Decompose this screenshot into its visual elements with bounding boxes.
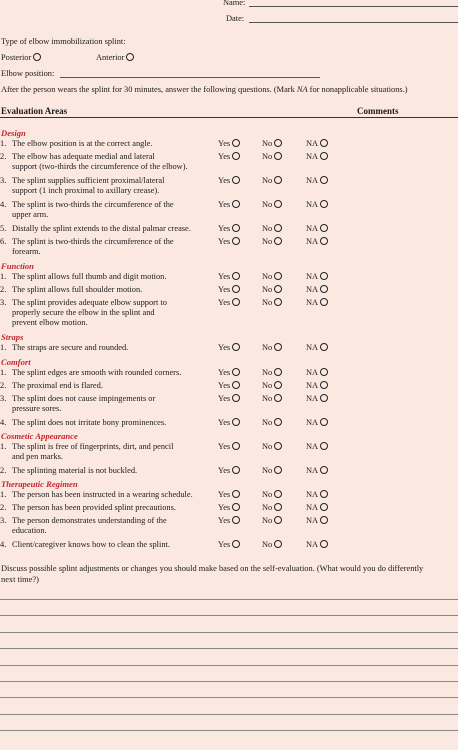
na-option[interactable] — [306, 516, 328, 526]
yes-label: Yes — [218, 176, 231, 185]
section-title: Therapeutic Regimen — [1, 479, 78, 489]
item-text-line: Distally the splint extends to the distal palmar crease. — [12, 223, 191, 233]
na-label: NA — [306, 503, 319, 513]
item-text — [12, 516, 212, 536]
na-label: NA — [306, 490, 319, 499]
item-number: 1. — [0, 271, 7, 281]
yes-label: Yes — [218, 540, 231, 550]
yes-radio-icon[interactable] — [232, 381, 240, 389]
anterior-radio-icon[interactable] — [126, 53, 134, 61]
item-text-line: The proximal end is flared. — [12, 380, 103, 390]
na-label: NA — [306, 442, 319, 451]
yes-option[interactable] — [218, 152, 240, 162]
yes-radio-icon[interactable] — [232, 237, 240, 245]
item-number: 3. — [0, 298, 7, 307]
no-radio-icon[interactable] — [274, 298, 282, 306]
no-radio-icon[interactable] — [274, 466, 282, 474]
na-radio-icon[interactable] — [320, 343, 328, 351]
na-radio-icon[interactable] — [320, 152, 328, 160]
na-label: NA — [306, 298, 319, 307]
yes-radio-icon[interactable] — [232, 176, 240, 184]
na-radio-icon[interactable] — [320, 298, 328, 306]
no-label: No — [262, 284, 273, 294]
yes-option[interactable] — [218, 272, 240, 282]
item-text-line: The person demonstrates understanding of the — [12, 516, 167, 526]
item-number: 1. — [0, 139, 7, 148]
no-radio-icon[interactable] — [274, 224, 282, 232]
elbow-position-label: Elbow position: — [1, 69, 55, 78]
item-number: 2. — [0, 503, 7, 513]
na-option[interactable] — [306, 200, 328, 210]
item-text — [12, 343, 212, 353]
yes-option[interactable] — [218, 381, 240, 391]
item-text — [12, 503, 212, 513]
yes-option[interactable] — [218, 237, 240, 247]
no-label: No — [262, 152, 273, 162]
no-label: No — [262, 442, 273, 451]
item-text-line: support (1 inch proximal to axillary crease). — [12, 186, 160, 196]
na-label: NA — [306, 417, 319, 427]
yes-radio-icon[interactable] — [232, 516, 240, 524]
na-option[interactable] — [306, 540, 328, 550]
name-field[interactable] — [249, 6, 458, 7]
no-radio-icon[interactable] — [274, 139, 282, 147]
item-number: 3. — [0, 176, 7, 185]
yes-radio-icon[interactable] — [232, 298, 240, 306]
no-radio-icon[interactable] — [274, 516, 282, 524]
yes-radio-icon[interactable] — [232, 368, 240, 376]
no-radio-icon[interactable] — [274, 285, 282, 293]
na-radio-icon[interactable] — [320, 503, 328, 511]
no-label: No — [262, 176, 273, 185]
yes-label: Yes — [218, 284, 231, 294]
yes-option[interactable] — [218, 503, 240, 513]
no-option[interactable] — [262, 381, 282, 391]
na-option[interactable] — [306, 272, 328, 282]
na-radio-icon[interactable] — [320, 540, 328, 548]
no-option[interactable] — [262, 272, 282, 282]
item-text-line: The splint edges are smooth with rounded corners. — [12, 367, 182, 377]
no-radio-icon[interactable] — [274, 176, 282, 184]
na-option[interactable] — [306, 503, 328, 513]
no-label: No — [262, 367, 273, 377]
item-number: 3. — [0, 394, 7, 403]
no-label: No — [262, 503, 273, 513]
instructions-pre: After the person wears the splint for 30 minutes, answer the following questions. (Mark — [1, 85, 297, 94]
no-option[interactable] — [262, 200, 282, 210]
item-text-line: The splint allows full shoulder motion. — [12, 284, 143, 294]
item-number: 2. — [0, 465, 7, 475]
na-label: NA — [306, 199, 319, 209]
na-radio-icon[interactable] — [320, 272, 328, 280]
item-text — [12, 442, 212, 462]
evaluation-areas-header: Evaluation Areas — [1, 106, 68, 116]
item-text-line: The splint is two-thirds the circumference of the — [12, 199, 174, 209]
item-number: 1. — [0, 442, 7, 451]
no-label: No — [262, 271, 273, 281]
yes-option[interactable] — [218, 176, 240, 186]
no-option[interactable] — [262, 490, 282, 500]
item-text-line: The person has been instructed in a wearing schedule. — [12, 490, 193, 499]
na-label: NA — [306, 343, 319, 353]
na-option[interactable] — [306, 466, 328, 476]
item-text-line: The elbow has adequate medial and lateral — [12, 152, 155, 162]
na-radio-icon[interactable] — [320, 516, 328, 524]
response-line[interactable] — [0, 697, 458, 698]
response-line[interactable] — [0, 681, 458, 682]
no-option[interactable] — [262, 503, 282, 513]
no-radio-icon[interactable] — [274, 442, 282, 450]
no-option[interactable] — [262, 237, 282, 247]
yes-label: Yes — [218, 490, 231, 499]
yes-option[interactable] — [218, 285, 240, 295]
response-line[interactable] — [0, 632, 458, 633]
item-text — [12, 298, 212, 328]
na-label: NA — [306, 152, 319, 162]
yes-radio-icon[interactable] — [232, 224, 240, 232]
na-option[interactable] — [306, 298, 328, 308]
item-text — [12, 176, 212, 196]
no-radio-icon[interactable] — [274, 272, 282, 280]
no-option[interactable] — [262, 176, 282, 186]
na-label: NA — [306, 516, 319, 526]
item-text — [12, 200, 212, 220]
section-title: Design — [1, 128, 26, 138]
item-text — [12, 540, 212, 550]
yes-label: Yes — [218, 199, 231, 209]
header-rule — [0, 117, 458, 118]
section-title: Comfort — [1, 356, 31, 367]
yes-radio-icon[interactable] — [232, 139, 240, 147]
no-label: No — [262, 417, 273, 427]
na-option[interactable] — [306, 176, 328, 186]
no-option[interactable] — [262, 139, 282, 149]
no-label: No — [262, 465, 273, 475]
response-line[interactable] — [0, 615, 458, 616]
yes-option[interactable] — [218, 540, 240, 550]
no-label: No — [262, 394, 273, 403]
item-number: 2. — [0, 380, 7, 390]
instructions-post: for nonapplicable situations.) — [307, 85, 408, 94]
no-radio-icon[interactable] — [274, 237, 282, 245]
no-label: No — [262, 540, 273, 550]
yes-label: Yes — [218, 343, 231, 353]
item-text-line: The person has been provided splint precautions. — [12, 503, 176, 513]
anterior-option[interactable] — [96, 53, 134, 63]
item-number: 2. — [0, 152, 7, 162]
na-option[interactable] — [306, 381, 328, 391]
yes-radio-icon[interactable] — [232, 152, 240, 160]
yes-label: Yes — [218, 139, 231, 148]
na-label: NA — [306, 139, 319, 148]
na-option[interactable] — [306, 237, 328, 247]
na-option[interactable] — [306, 418, 328, 428]
na-radio-icon[interactable] — [320, 394, 328, 402]
item-text-line: Client/caregiver knows how to clean the splint. — [12, 540, 170, 550]
item-number: 1. — [0, 343, 7, 353]
na-option[interactable] — [306, 368, 328, 378]
item-text — [12, 418, 212, 428]
response-line[interactable] — [0, 730, 458, 731]
na-label: NA — [306, 465, 319, 475]
item-text — [12, 224, 212, 234]
yes-label: Yes — [218, 223, 231, 233]
item-text-line: and pen marks. — [12, 452, 63, 462]
na-label: NA — [306, 367, 319, 377]
na-label: NA — [306, 394, 319, 403]
na-radio-icon[interactable] — [320, 285, 328, 293]
yes-radio-icon[interactable] — [232, 540, 240, 548]
yes-radio-icon[interactable] — [232, 503, 240, 511]
na-radio-icon[interactable] — [320, 418, 328, 426]
no-radio-icon[interactable] — [274, 503, 282, 511]
section-title: Function — [1, 260, 34, 271]
item-number: 4. — [0, 417, 7, 427]
no-label: No — [262, 236, 273, 246]
na-radio-icon[interactable] — [320, 176, 328, 184]
na-label: NA — [306, 540, 319, 550]
item-text-line: The splint is free of fingerprints, dirt, and pencil — [12, 442, 174, 451]
na-label: NA — [306, 223, 319, 233]
no-option[interactable] — [262, 394, 282, 404]
no-option[interactable] — [262, 152, 282, 162]
no-option[interactable] — [262, 516, 282, 526]
item-number: 6. — [0, 236, 7, 246]
no-label: No — [262, 380, 273, 390]
no-option[interactable] — [262, 224, 282, 234]
yes-label: Yes — [218, 465, 231, 475]
yes-option[interactable] — [218, 298, 240, 308]
no-radio-icon[interactable] — [274, 200, 282, 208]
item-text — [12, 394, 212, 414]
na-label: NA — [306, 284, 319, 294]
yes-option[interactable] — [218, 516, 240, 526]
na-option[interactable] — [306, 224, 328, 234]
no-option[interactable] — [262, 298, 282, 308]
item-number: 2. — [0, 284, 7, 294]
posterior-label: Posterior — [1, 53, 32, 62]
no-radio-icon[interactable] — [274, 540, 282, 548]
date-field[interactable] — [249, 22, 458, 23]
yes-radio-icon[interactable] — [232, 285, 240, 293]
no-radio-icon[interactable] — [274, 152, 282, 160]
yes-label: Yes — [218, 152, 231, 162]
no-option[interactable] — [262, 368, 282, 378]
item-text-line: upper arm. — [12, 209, 49, 219]
yes-label: Yes — [218, 394, 231, 403]
yes-option[interactable] — [218, 394, 240, 404]
no-label: No — [262, 298, 273, 307]
na-option[interactable] — [306, 285, 328, 295]
item-text-line: prevent elbow motion. — [12, 318, 88, 328]
no-option[interactable] — [262, 442, 282, 452]
yes-label: Yes — [218, 271, 231, 281]
yes-option[interactable] — [218, 200, 240, 210]
item-text-line: The splint allows full thumb and digit motion. — [12, 271, 167, 281]
yes-label: Yes — [218, 503, 231, 513]
no-option[interactable] — [262, 418, 282, 428]
na-option[interactable] — [306, 343, 328, 353]
yes-radio-icon[interactable] — [232, 490, 240, 498]
yes-radio-icon[interactable] — [232, 394, 240, 402]
na-label: NA — [306, 271, 319, 281]
item-number: 5. — [0, 223, 7, 233]
item-number: 1. — [0, 367, 7, 377]
section-title: Cosmetic Appearance — [1, 431, 78, 441]
no-label: No — [262, 516, 273, 526]
na-label: NA — [306, 236, 319, 246]
no-radio-icon[interactable] — [274, 368, 282, 376]
na-option[interactable] — [306, 152, 328, 162]
yes-radio-icon[interactable] — [232, 272, 240, 280]
na-label: NA — [306, 380, 319, 390]
splint-type-label: Type of elbow immobilization splint: — [1, 37, 126, 46]
item-number: 1. — [0, 490, 7, 499]
no-label: No — [262, 223, 273, 233]
item-text-line: The splint supplies sufficient proximal/lateral — [12, 176, 165, 185]
item-text — [12, 466, 212, 476]
no-label: No — [262, 139, 273, 148]
discuss-prompt-line1: Discuss possible splint adjustments or changes you should make based on the self-evaluation. (What would you do differently — [1, 564, 424, 573]
na-option[interactable] — [306, 442, 328, 452]
item-text-line: The splinting material is not buckled. — [12, 465, 138, 475]
na-radio-icon[interactable] — [320, 490, 328, 498]
no-label: No — [262, 199, 273, 209]
na-option[interactable] — [306, 394, 328, 404]
posterior-option[interactable] — [1, 53, 41, 63]
yes-radio-icon[interactable] — [232, 466, 240, 474]
yes-label: Yes — [218, 442, 231, 451]
item-text-line: The splint does not irritate bony prominences. — [12, 417, 167, 427]
na-radio-icon[interactable] — [320, 139, 328, 147]
na-option[interactable] — [306, 139, 328, 149]
elbow-position-field[interactable] — [60, 77, 320, 78]
yes-option[interactable] — [218, 466, 240, 476]
discuss-prompt-line2: next time?) — [1, 575, 39, 584]
item-number: 4. — [0, 199, 7, 209]
na-label: NA — [306, 176, 319, 185]
no-radio-icon[interactable] — [274, 490, 282, 498]
no-radio-icon[interactable] — [274, 343, 282, 351]
name-label: Name: — [223, 0, 246, 7]
item-text — [12, 381, 212, 391]
item-text — [12, 237, 212, 257]
anterior-label: Anterior — [96, 53, 125, 62]
item-text — [12, 285, 212, 295]
item-text-line: The elbow position is at the correct angle. — [12, 139, 153, 148]
yes-label: Yes — [218, 516, 231, 526]
yes-label: Yes — [218, 367, 231, 377]
na-radio-icon[interactable] — [320, 442, 328, 450]
item-number: 3. — [0, 516, 7, 526]
posterior-radio-icon[interactable] — [33, 53, 41, 61]
na-radio-icon[interactable] — [320, 224, 328, 232]
item-text-line: The splint is two-thirds the circumference of the — [12, 236, 174, 246]
na-option[interactable] — [306, 490, 328, 500]
no-radio-icon[interactable] — [274, 394, 282, 402]
item-text-line: pressure sores. — [12, 404, 62, 414]
yes-label: Yes — [218, 417, 231, 427]
response-line[interactable] — [0, 714, 458, 715]
yes-radio-icon[interactable] — [232, 418, 240, 426]
item-text — [12, 272, 212, 282]
yes-radio-icon[interactable] — [232, 343, 240, 351]
item-text-line: properly secure the elbow in the splint and — [12, 308, 155, 318]
item-text-line: forearm. — [12, 246, 41, 256]
no-option[interactable] — [262, 466, 282, 476]
item-text-line: education. — [12, 526, 47, 536]
yes-label: Yes — [218, 380, 231, 390]
yes-label: Yes — [218, 236, 231, 246]
yes-radio-icon[interactable] — [232, 442, 240, 450]
na-radio-icon[interactable] — [320, 466, 328, 474]
yes-option[interactable] — [218, 418, 240, 428]
item-text-line: support (two-thirds the circumference of the elbow). — [12, 162, 188, 172]
no-option[interactable] — [262, 343, 282, 353]
item-text — [12, 490, 212, 500]
yes-option[interactable] — [218, 490, 240, 500]
yes-option[interactable] — [218, 139, 240, 149]
yes-option[interactable] — [218, 224, 240, 234]
na-radio-icon[interactable] — [320, 381, 328, 389]
no-radio-icon[interactable] — [274, 381, 282, 389]
item-text — [12, 152, 212, 172]
na-radio-icon[interactable] — [320, 200, 328, 208]
instructions — [1, 85, 408, 95]
item-text-line: The splint provides adequate elbow support to — [12, 298, 167, 307]
yes-radio-icon[interactable] — [232, 200, 240, 208]
na-radio-icon[interactable] — [320, 237, 328, 245]
comments-header: Comments — [357, 106, 399, 116]
date-label: Date: — [226, 14, 245, 23]
response-line[interactable] — [0, 665, 458, 666]
item-number: 4. — [0, 540, 7, 550]
no-label: No — [262, 343, 273, 353]
no-radio-icon[interactable] — [274, 418, 282, 426]
yes-option[interactable] — [218, 368, 240, 378]
instructions-na: NA — [296, 85, 308, 94]
item-text-line: The straps are secure and rounded. — [12, 343, 129, 353]
no-option[interactable] — [262, 285, 282, 295]
yes-option[interactable] — [218, 343, 240, 353]
item-text — [12, 139, 212, 149]
yes-label: Yes — [218, 298, 231, 307]
item-text — [12, 368, 212, 378]
response-line[interactable] — [0, 599, 458, 600]
na-radio-icon[interactable] — [320, 368, 328, 376]
section-title: Straps — [1, 332, 24, 343]
response-line[interactable] — [0, 648, 458, 649]
item-text-line: The splint does not cause impingements or — [12, 394, 156, 403]
no-option[interactable] — [262, 540, 282, 550]
yes-option[interactable] — [218, 442, 240, 452]
no-label: No — [262, 490, 273, 499]
